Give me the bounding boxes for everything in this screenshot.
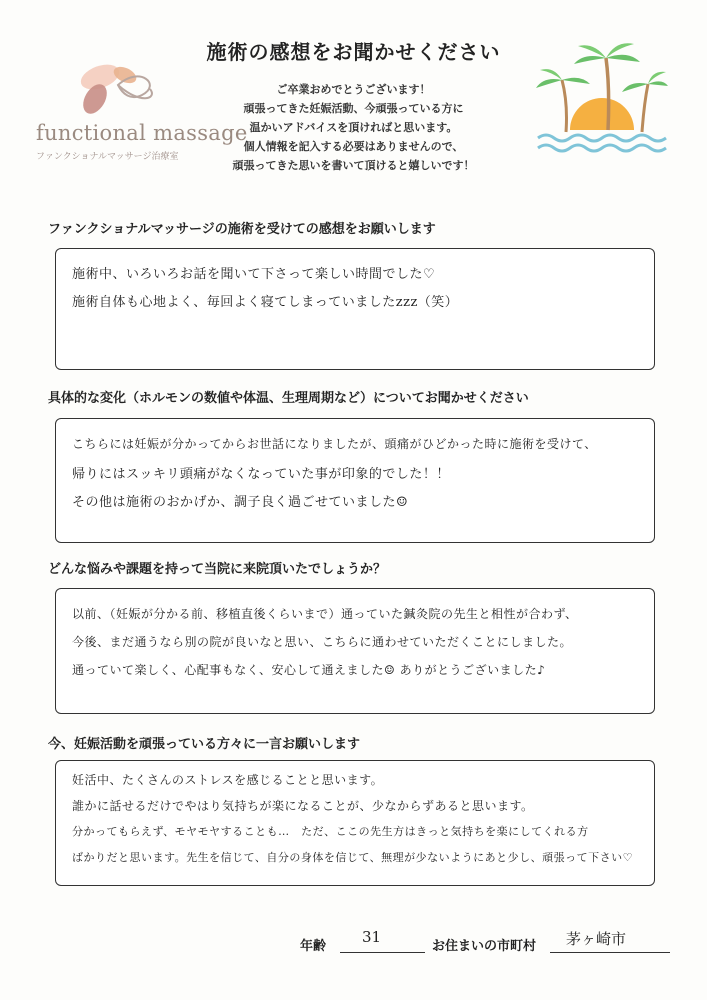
- page-title: 施術の感想をお聞かせください: [206, 40, 501, 64]
- intro-line: 頑張ってきた思いを書いて頂けると嬉しいです！: [232, 159, 475, 172]
- answer-line: 施術自体も心地よく、毎回よく寝てしまっていましたzzz（笑）: [72, 295, 459, 310]
- question-1-label: ファンクショナルマッサージの施術を受けての感想をお願いします: [48, 222, 436, 237]
- answer-box-1[interactable]: [55, 248, 655, 370]
- answer-line: 帰りにはスッキリ頭痛がなくなっていた事が印象的でした！！: [72, 467, 450, 482]
- age-value[interactable]: 31: [362, 928, 382, 946]
- city-value[interactable]: 茅ヶ崎市: [566, 930, 627, 948]
- answer-line: 今後、まだ通うなら別の院が良いなと思い、こちらに通わせていただくことにしました。: [72, 635, 573, 649]
- answer-line: こちらには妊娠が分かってからお世話になりましたが、頭痛がひどかった時に施術を受けて、: [72, 437, 597, 451]
- answer-line: 以前、（妊娠が分かる前、移植直後くらいまで）通っていた鍼灸院の先生と相性が合わず、: [72, 607, 578, 621]
- age-underline: [340, 952, 425, 953]
- answer-line: ばかりだと思います。先生を信じて、自分の身体を信じて、無理が少ないようにあと少し、頑張って下さい♡: [72, 851, 634, 864]
- question-2-label: 具体的な変化（ホルモンの数値や体温、生理周期など）についてお聞かせください: [48, 391, 529, 406]
- intro-line: ご卒業おめでとうございます！: [276, 83, 431, 96]
- answer-line: 分かってもらえず、モヤモヤすることも… ただ、ここの先生方はきっと気持ちを楽にしてくれる方: [72, 825, 589, 838]
- answer-line: 誰かに話せるだけでやはり気持ちが楽になることが、少なからずあると思います。: [72, 799, 534, 813]
- logo-name: functional massage: [36, 121, 248, 145]
- answer-box-3[interactable]: [55, 588, 655, 714]
- palm-tree-sunset-illustration: [530, 38, 670, 163]
- question-3-label: どんな悩みや課題を持って当院に来院頂いたでしょうか？: [48, 562, 387, 577]
- answer-line: 施術中、いろいろお話を聞いて下さって楽しい時間でした♡: [72, 267, 436, 282]
- intro-line: 温かいアドバイスを頂ければと思います。: [249, 121, 458, 134]
- city-label: お住まいの市町村: [432, 939, 537, 954]
- answer-line: その他は施術のおかげか、調子良く過ごせていました☺: [72, 495, 409, 510]
- answer-box-4[interactable]: [55, 760, 655, 886]
- intro-line: 個人情報を記入する必要はありませんので、: [243, 140, 464, 153]
- answer-box-2[interactable]: [55, 418, 655, 543]
- intro-line: 頑張ってきた妊娠活動、今頑張っている方に: [243, 102, 464, 115]
- age-label: 年齢: [300, 939, 327, 954]
- logo-subtitle: ファンクショナルマッサージ治療室: [36, 152, 179, 162]
- city-underline: [550, 952, 670, 953]
- intro-text: [180, 80, 527, 175]
- answer-line: 通っていて楽しく、心配事もなく、安心して通えました☺ ありがとうございました♪: [72, 663, 546, 677]
- answer-line: 妊活中、たくさんのストレスを感じることと思います。: [72, 773, 384, 787]
- question-4-label: 今、妊娠活動を頑張っている方々に一言お願いします: [48, 737, 361, 752]
